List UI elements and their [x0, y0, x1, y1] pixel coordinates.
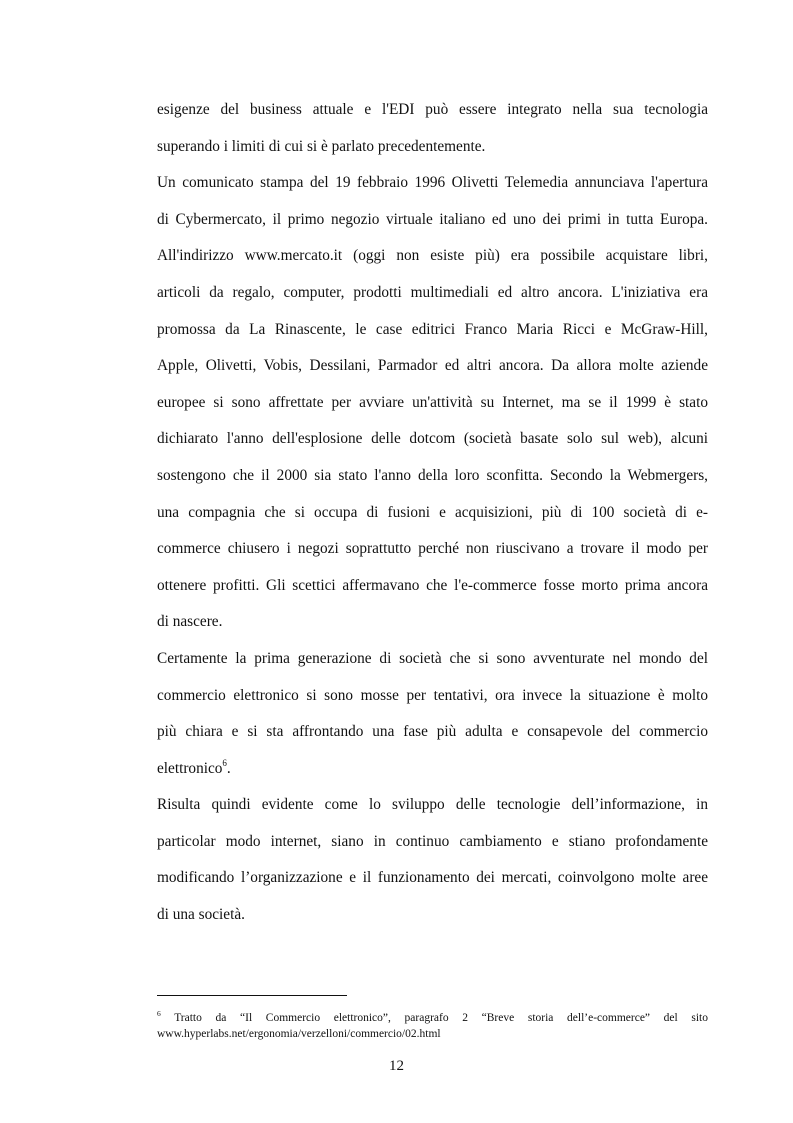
text-line: europee si sono affrettate per avviare un'attività su Internet, ma se il 1999 è stato	[157, 393, 708, 411]
text-line: modificando l’organizzazione e il funzionamento dei mercati, coinvolgono molte aree	[157, 869, 708, 887]
paragraph	[157, 165, 708, 641]
footnote-url: www.hyperlabs.net/ergonomia/verzelloni/commercio/02.html	[157, 1028, 441, 1040]
text-line: Un comunicato stampa del 19 febbraio 1996 Olivetti Telemedia annunciava l'apertura	[157, 174, 708, 192]
text-line: Apple, Olivetti, Vobis, Dessilani, Parmador ed altri ancora. Da allora molte aziende	[157, 357, 708, 375]
paragraph	[157, 92, 708, 165]
text-line: di una società.	[157, 906, 245, 924]
text-line: una compagnia che si occupa di fusioni e acquisizioni, più di 100 società di e-	[157, 503, 708, 521]
footnote-text: Tratto da “Il Commercio elettronico”, paragrafo 2 “Breve storia dell’e-commerce” del sito	[160, 1012, 708, 1024]
text-line: commercio elettronico si sono mosse per tentativi, ora invece la situazione è molto	[157, 686, 708, 704]
text-line: particolar modo internet, siano in continuo cambiamento e stiano profondamente	[157, 832, 708, 850]
text-line: sostengono che il 2000 sia stato l'anno della loro sconfitta. Secondo la Webmergers,	[157, 466, 708, 484]
text-line: di nascere.	[157, 613, 223, 631]
footnote-separator	[157, 995, 347, 996]
paragraph	[157, 641, 708, 787]
text-line: articoli da regalo, computer, prodotti multimediali ed altro ancora. L'iniziativa era	[157, 283, 708, 301]
text-line: Risulta quindi evidente come lo sviluppo delle tecnologie dell’informazione, in	[157, 796, 708, 814]
footnote-line	[157, 1010, 708, 1026]
text-line: superando i limiti di cui si è parlato precedentemente.	[157, 137, 486, 155]
text-line: All'indirizzo www.mercato.it (oggi non esiste più) era possibile acquistare libri,	[157, 247, 708, 265]
text-line: ottenere profitti. Gli scettici affermavano che l'e-commerce fosse morto prima ancora	[157, 576, 708, 594]
text-line: di Cybermercato, il primo negozio virtuale italiano ed uno dei primi in tutta Europa.	[157, 210, 708, 228]
text-line: più chiara e si sta affrontando una fase più adulta e consapevole del commercio	[157, 723, 708, 741]
footnote	[157, 1010, 708, 1042]
text-line: Certamente la prima generazione di società che si sono avventurate nel mondo del	[157, 649, 708, 667]
text-line: dichiarato l'anno dell'esplosione delle dotcom (società basate solo sul web), alcuni	[157, 430, 708, 448]
page-number: 12	[389, 1058, 404, 1074]
paragraph	[157, 787, 708, 933]
text-line: esigenze del business attuale e l'EDI può essere integrato nella sua tecnologia	[157, 101, 708, 118]
text-segment: .	[226, 759, 231, 777]
text-line: commerce chiusero i negozi soprattutto perché non riuscivano a trovare il modo per	[157, 540, 708, 558]
text-segment: elettronico	[157, 759, 223, 777]
body-text	[157, 92, 708, 934]
footnote-reference[interactable]: 6	[222, 757, 227, 768]
text-line	[157, 751, 708, 788]
footnote-marker: 6	[157, 1009, 161, 1018]
text-line: promossa da La Rinascente, le case editrici Franco Maria Ricci e McGraw-Hill,	[157, 320, 708, 338]
